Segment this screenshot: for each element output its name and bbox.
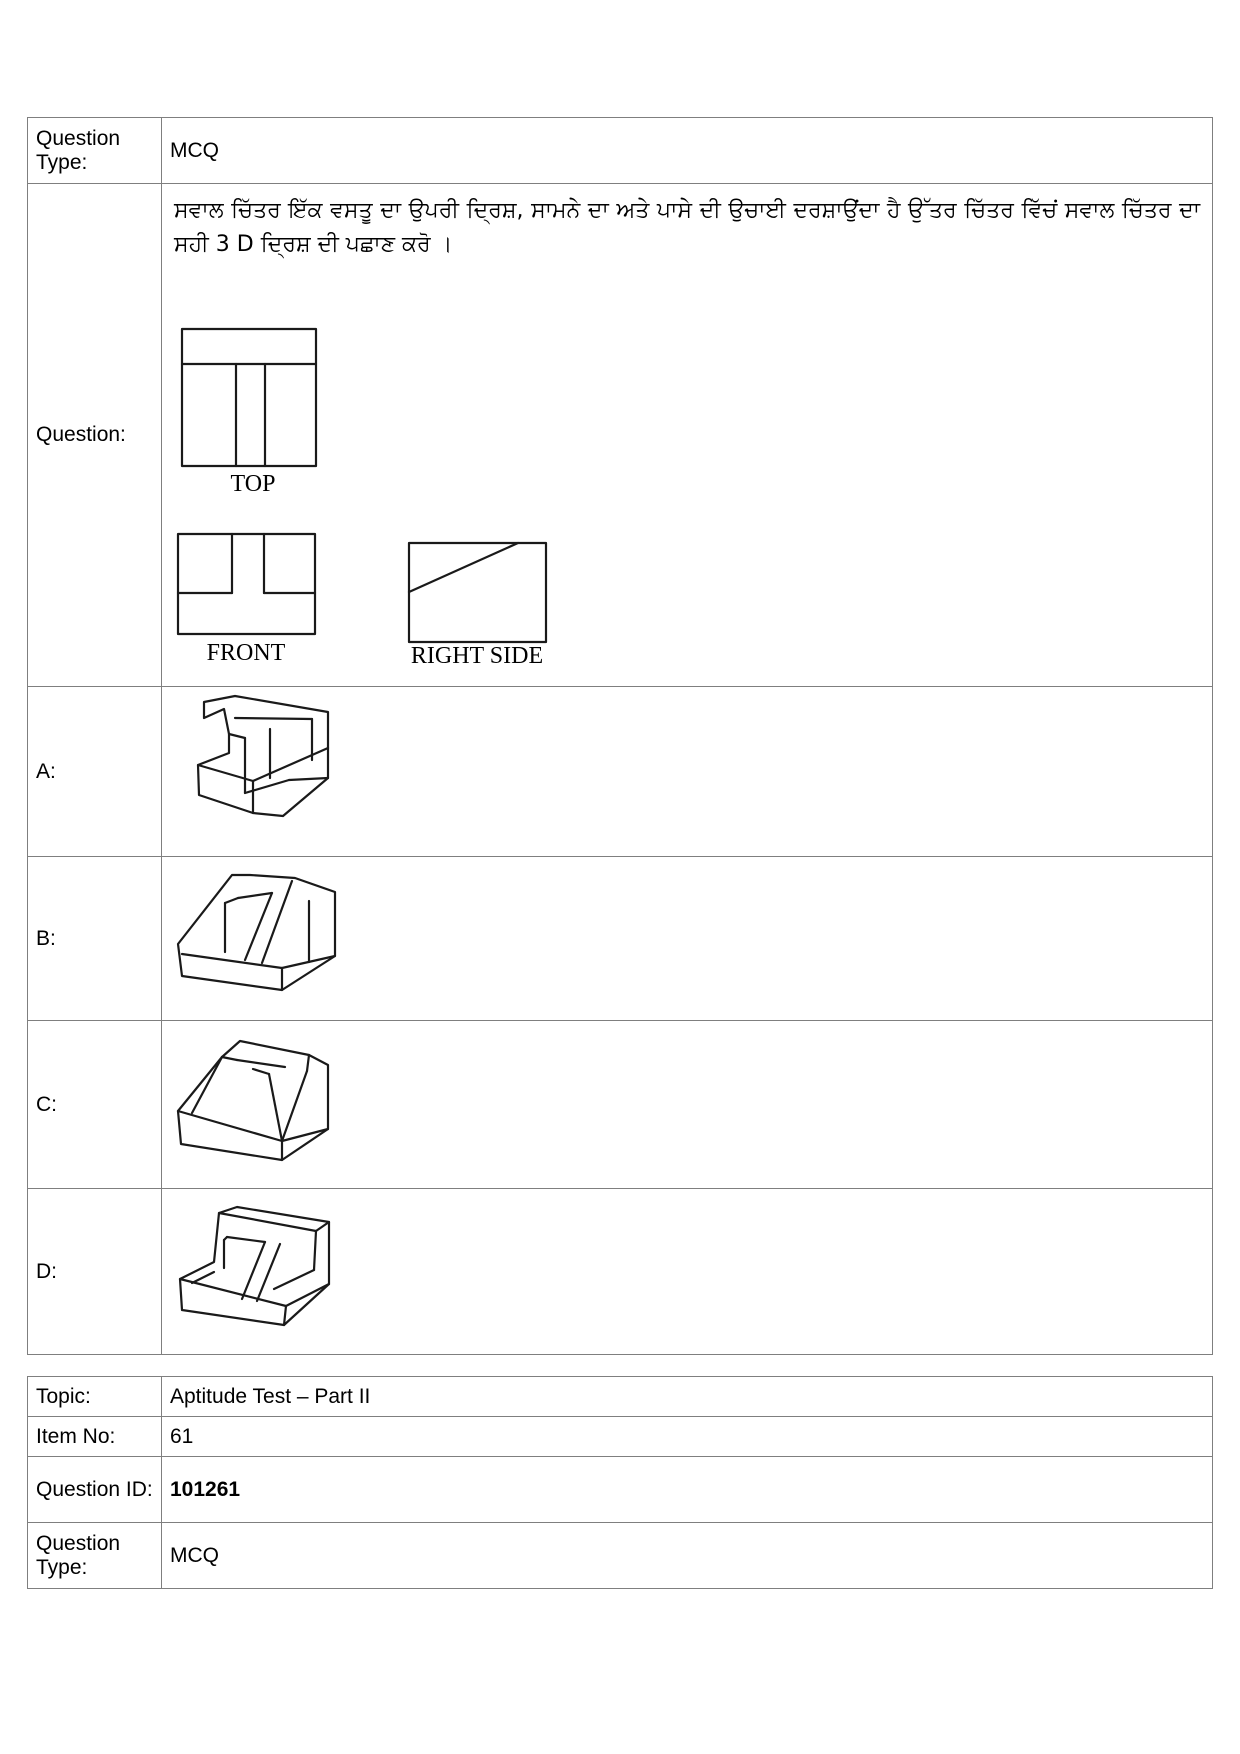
item-no-row: [28, 1417, 1213, 1457]
question-content: [162, 184, 1213, 687]
option-d-figure: [162, 1192, 362, 1352]
question-type-value: MCQ: [162, 118, 1213, 184]
question-id-row: [28, 1457, 1213, 1523]
question-type-label: Question Type:: [28, 118, 162, 184]
question-id-label: Question ID:: [28, 1457, 162, 1523]
topic-row: [28, 1377, 1213, 1417]
option-c-figure: [162, 1025, 362, 1185]
question-type-row: [28, 118, 1213, 184]
question-row: [28, 184, 1213, 687]
item-no-value: 61: [162, 1417, 1213, 1457]
option-row-b: [28, 857, 1213, 1021]
option-row-a: [28, 687, 1213, 857]
meta-question-type-label: Question Type:: [28, 1523, 162, 1589]
option-b-content: [162, 857, 1213, 1021]
option-a-figure: [162, 692, 362, 852]
option-d-content: [162, 1189, 1213, 1355]
option-a-label: A:: [28, 687, 162, 857]
option-c-content: [162, 1021, 1213, 1189]
option-a-content: [162, 687, 1213, 857]
topic-label: Topic:: [28, 1377, 162, 1417]
option-c-label: C:: [28, 1021, 162, 1189]
orthographic-views: [162, 266, 1222, 686]
topic-value: Aptitude Test – Part II: [162, 1377, 1213, 1417]
option-row-c: [28, 1021, 1213, 1189]
top-view-label: TOP: [230, 471, 276, 497]
question-id-value: 101261: [162, 1457, 1213, 1523]
right-side-view-label: RIGHT SIDE: [410, 643, 544, 669]
front-view-label: FRONT: [206, 640, 286, 666]
meta-question-type-row: [28, 1523, 1213, 1589]
option-b-label: B:: [28, 857, 162, 1021]
top-view-figure: [182, 329, 316, 466]
front-view-figure: [178, 534, 315, 634]
right-side-view-figure: [409, 543, 546, 642]
option-b-figure: [162, 859, 362, 1019]
metadata-table: [27, 1376, 1213, 1589]
option-row-d: [28, 1189, 1213, 1355]
option-d-label: D:: [28, 1189, 162, 1355]
question-label: Question:: [28, 184, 162, 687]
item-no-label: Item No:: [28, 1417, 162, 1457]
question-table: [27, 117, 1213, 1355]
meta-question-type-value: MCQ: [162, 1523, 1213, 1589]
question-text: ਸਵਾਲ ਚਿੱਤਰ ਇੱਕ ਵਸਤੂ ਦਾ ਉਪਰੀ ਦ੍ਰਿਸ਼, ਸਾਮਨੇ ਦਾ ਅਤੇ ਪਾਸੇ ਦੀ ਉਚਾਈ ਦਰਸ਼ਾਉਂਦਾ ਹੈ ਉੱਤਰ ਚਿੱਤਰ ਵਿੱਚਂ ਸਵਾਲ ਚਿੱਤਰ ਦਾ ਸਹੀ 3 D ਦ੍ਰਿਸ਼ ਦੀ ਪਛਾਣ ਕਰੋ ।: [174, 198, 1200, 257]
